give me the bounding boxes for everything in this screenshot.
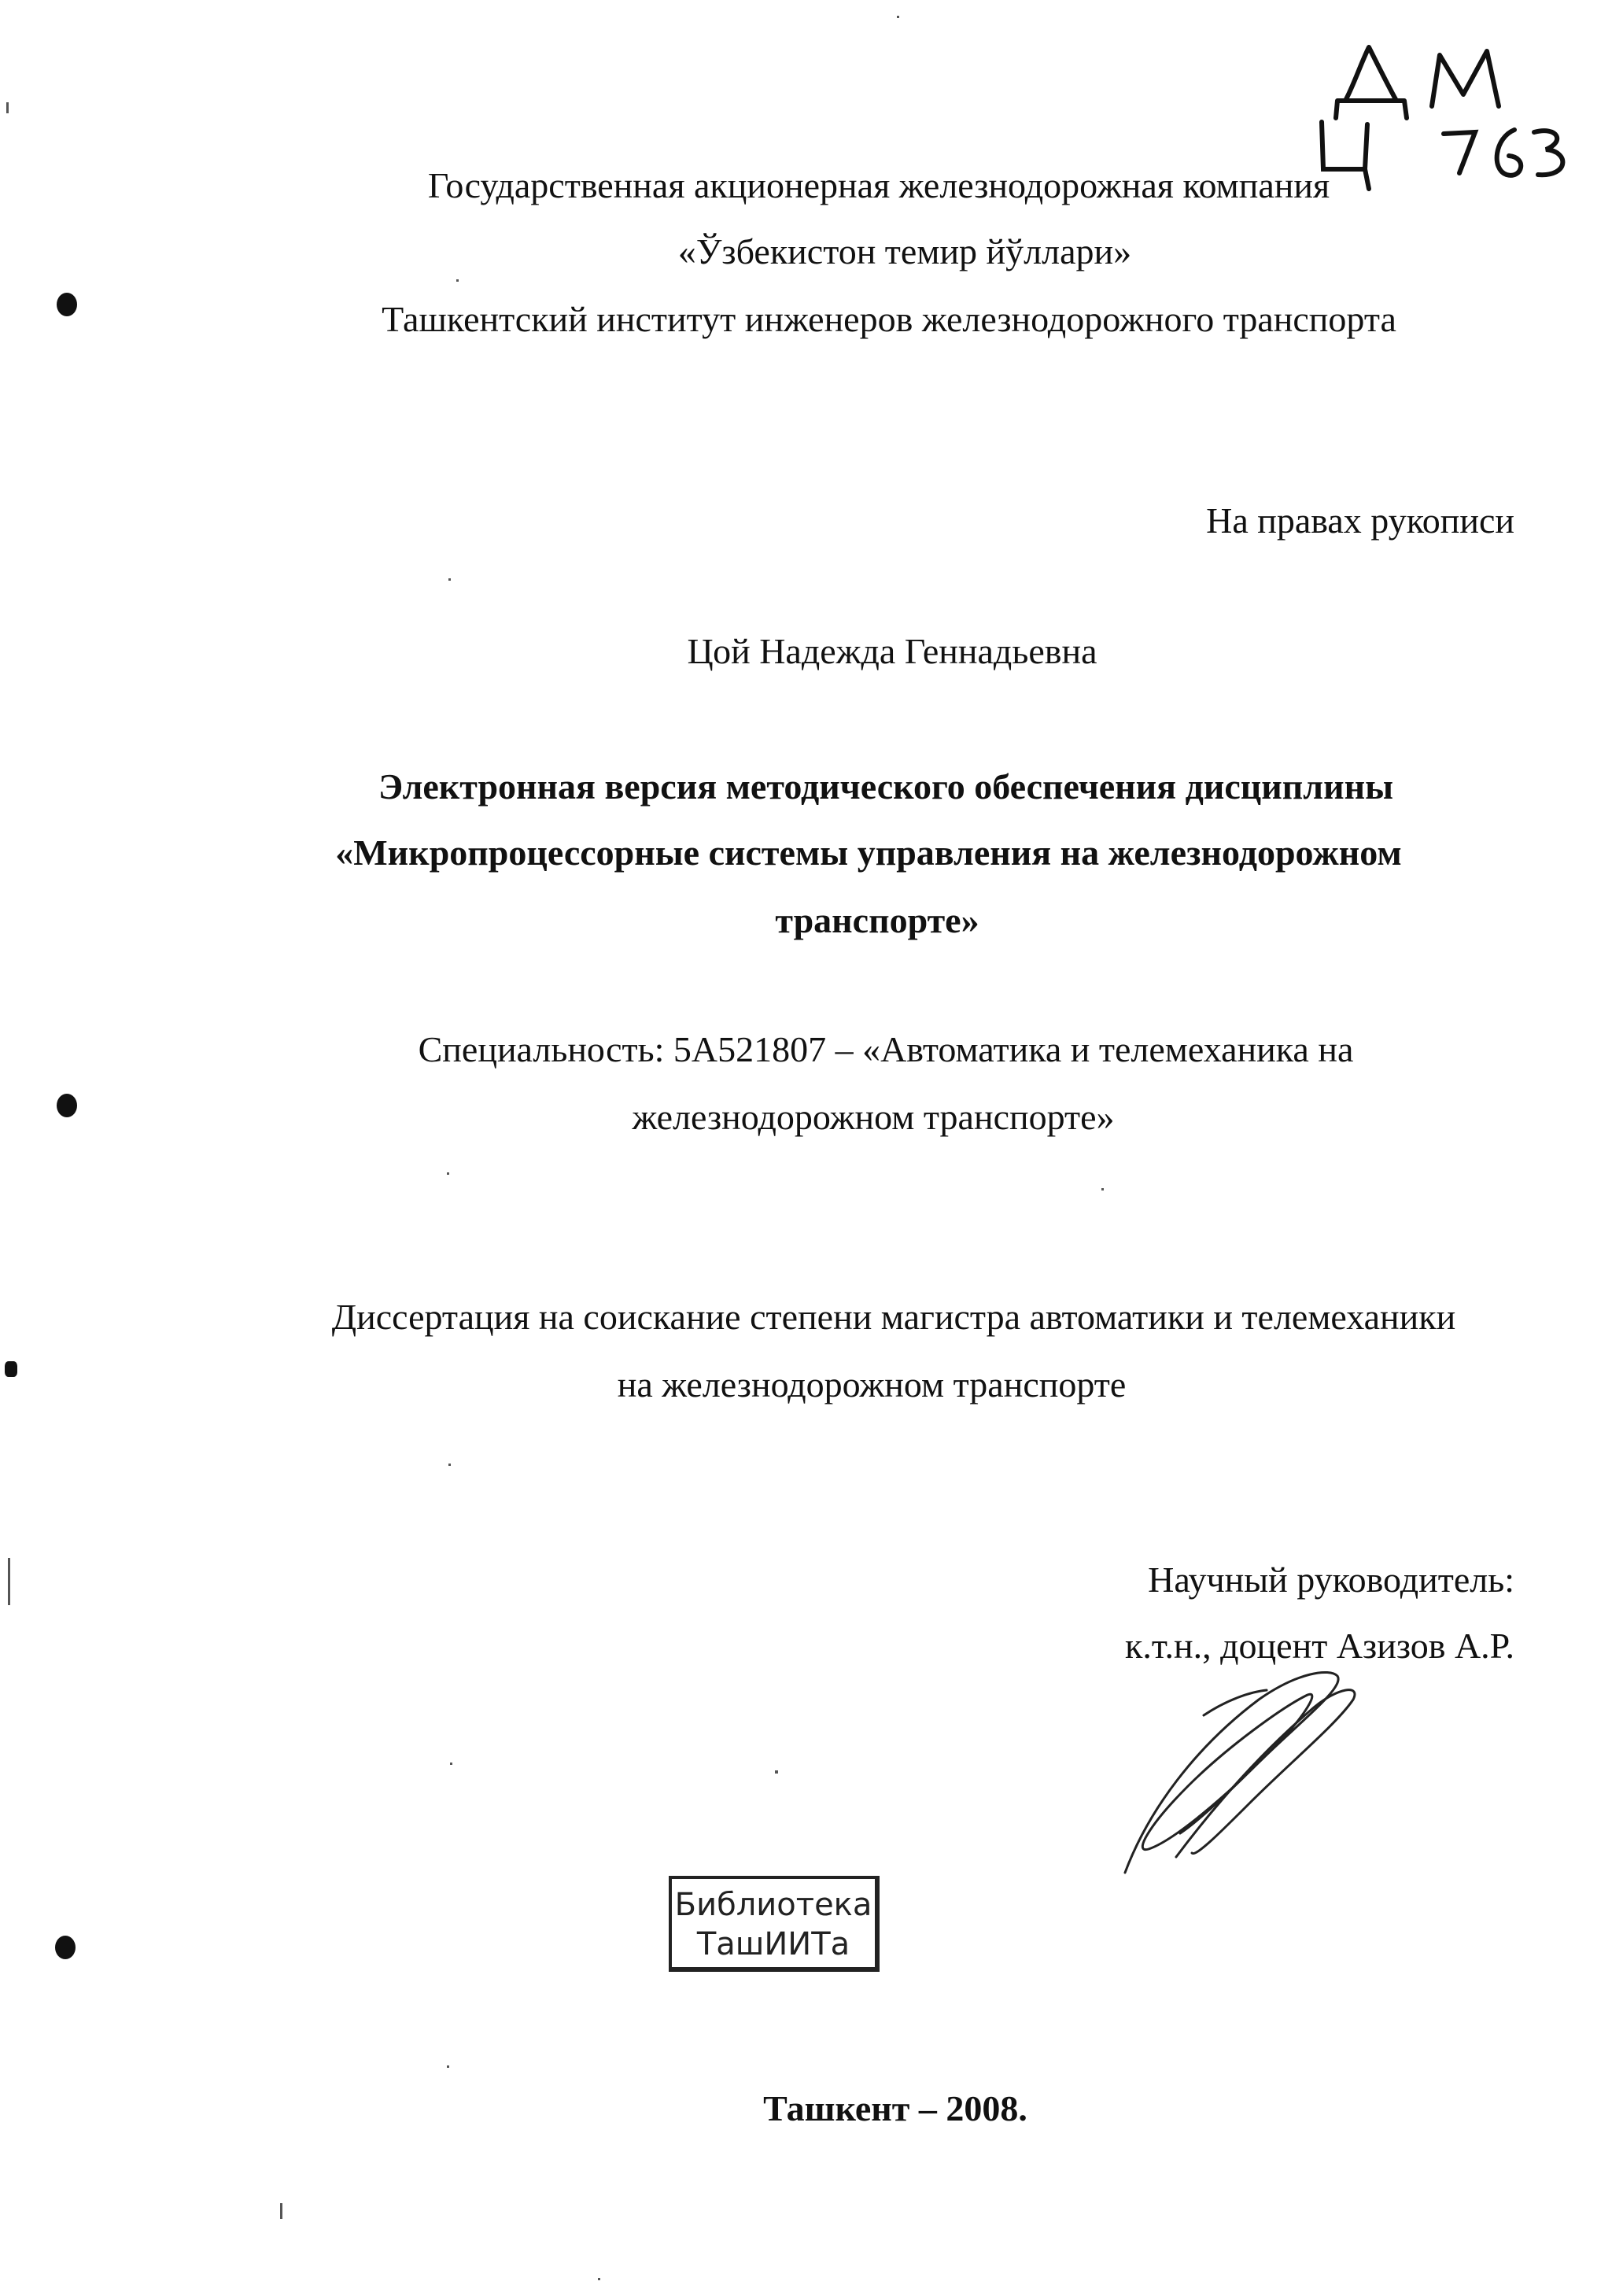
- scan-mark: [5, 1361, 17, 1377]
- scan-speck: [447, 2065, 449, 2068]
- thesis-title-line-3: транспорте»: [775, 900, 979, 940]
- dissertation-line-1: Диссертация на соискание степени магистра автоматики и телемеханики: [331, 1297, 1456, 1337]
- author-name: Цой Надежда Геннадьевна: [687, 631, 1097, 671]
- scan-speck: [897, 16, 899, 18]
- specialty-line-2: железнодорожном транспорте»: [632, 1097, 1115, 1137]
- thesis-title-line-2: «Микропроцессорные системы управления на железнодорожном: [335, 832, 1402, 873]
- scan-speck: [1101, 1188, 1104, 1190]
- binding-hole: [55, 1936, 76, 1959]
- scan-speck: [456, 279, 459, 282]
- scan-speck: [6, 102, 9, 113]
- library-stamp: [669, 1876, 880, 1972]
- organization-line-2: «Ўзбекистон темир йўллари»: [677, 231, 1132, 271]
- scan-speck: [598, 2278, 600, 2280]
- supervisor-label: Научный руководитель:: [1148, 1560, 1514, 1600]
- specialty-line-1: Специальность: 5А521807 – «Автоматика и телемеханика на: [418, 1029, 1354, 1069]
- city-year: Ташкент – 2008.: [763, 2088, 1027, 2128]
- binding-hole: [57, 1094, 77, 1117]
- supervisor-name: к.т.н., доцент Азизов А.Р.: [1125, 1626, 1514, 1666]
- organization-line-1: Государственная акционерная железнодорожная компания: [427, 165, 1330, 205]
- signature: [1101, 1652, 1369, 1888]
- binding-hole: [57, 293, 77, 316]
- scan-speck: [448, 578, 451, 581]
- stamp-line-2: ТашИИТа: [696, 1926, 850, 1962]
- scan-speck: [280, 2203, 282, 2219]
- scan-speck: [447, 1172, 449, 1175]
- dissertation-line-2: на железнодорожном транспорте: [617, 1364, 1127, 1405]
- scan-speck: [450, 1763, 452, 1765]
- scan-speck: [448, 1464, 451, 1466]
- scan-speck: [775, 1770, 778, 1774]
- rights-note: На правах рукописи: [1206, 500, 1514, 541]
- thesis-title-line-1: Электронная версия методического обеспечения дисциплины: [378, 766, 1394, 807]
- scan-speck: [8, 1558, 10, 1605]
- stamp-line-1: Библиотека: [674, 1887, 872, 1923]
- institute-name: Ташкентский институт инженеров железнодорожного транспорта: [382, 299, 1396, 339]
